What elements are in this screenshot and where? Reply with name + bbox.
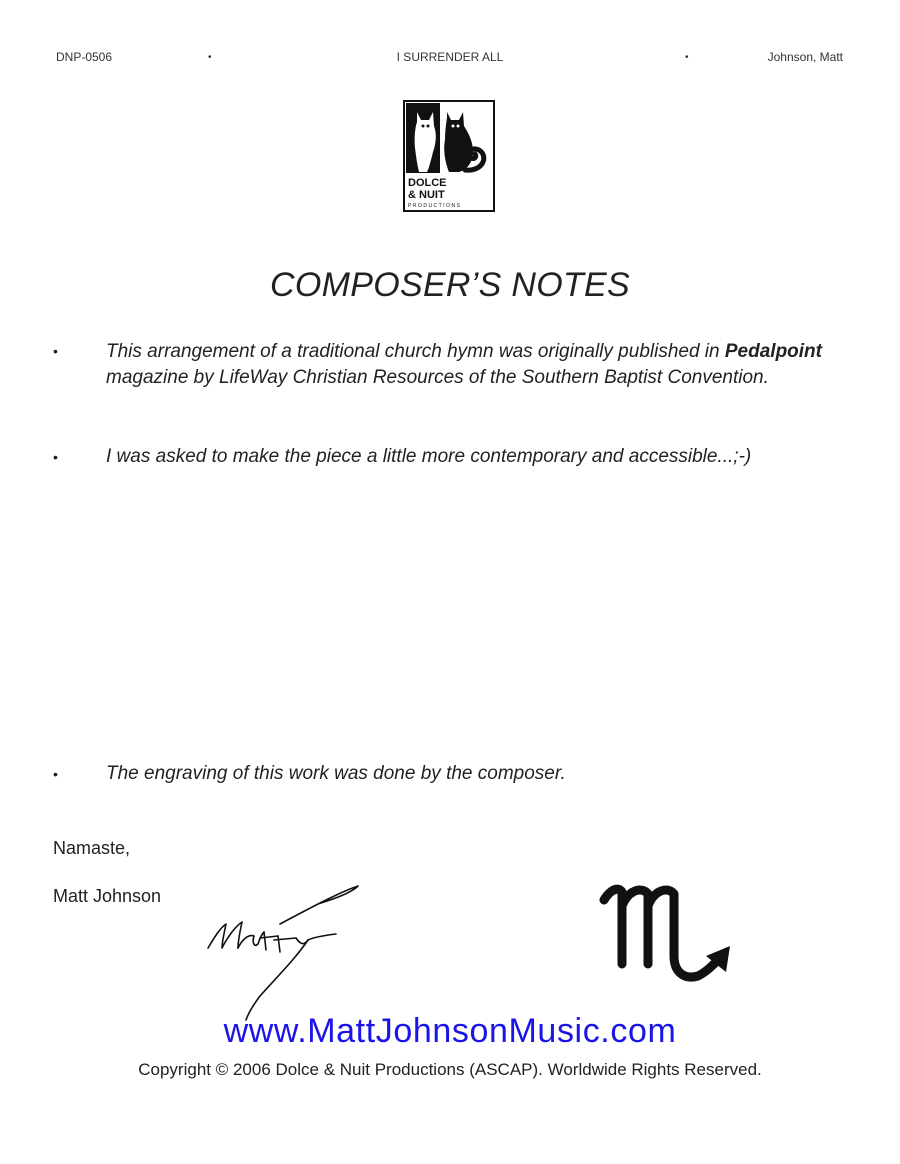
- note-publication: [106, 339, 846, 391]
- header-title: I SURRENDER ALL: [396, 50, 504, 64]
- signature-drawing: [200, 878, 370, 1028]
- note-engraving: The engraving of this work was done by the composer.: [106, 763, 566, 784]
- scorpio-icon: [598, 876, 738, 996]
- bullet: •: [53, 766, 58, 782]
- scorpio-glyph: [598, 876, 738, 996]
- logo-line-productions: PRODUCTIONS: [408, 203, 462, 209]
- note-publication-text-b: magazine by LifeWay Christian Resources of the Southern Baptist Convention.: [106, 367, 769, 388]
- cats-logo-icon: [403, 100, 495, 212]
- note-contemporary: I was asked to make the piece a little more contemporary and accessible...;-): [106, 446, 752, 467]
- note-publication-text-a: This arrangement of a traditional church hymn was originally published in: [106, 341, 725, 362]
- bullet: •: [53, 343, 58, 359]
- header-author: Johnson, Matt: [767, 50, 843, 64]
- header-separator: •: [685, 52, 689, 63]
- catalog-number: DNP-0506: [56, 50, 113, 64]
- salutation: Namaste,: [53, 838, 131, 858]
- bullet: •: [53, 449, 58, 465]
- composer-name: Matt Johnson: [53, 886, 162, 906]
- logo-line-nuit: & NUIT: [408, 189, 445, 201]
- header-separator: •: [208, 52, 212, 63]
- copyright-notice: Copyright © 2006 Dolce & Nuit Productions (ASCAP). Worldwide Rights Reserved.: [138, 1060, 762, 1079]
- page-title: COMPOSER’S NOTES: [270, 266, 630, 304]
- note-publication-magazine: Pedalpoint: [724, 341, 822, 362]
- logo-line-dolce: DOLCE: [408, 177, 447, 189]
- signature: [200, 878, 370, 1028]
- website-link[interactable]: www.MattJohnsonMusic.com: [223, 1012, 677, 1050]
- publisher-logo: [403, 100, 495, 212]
